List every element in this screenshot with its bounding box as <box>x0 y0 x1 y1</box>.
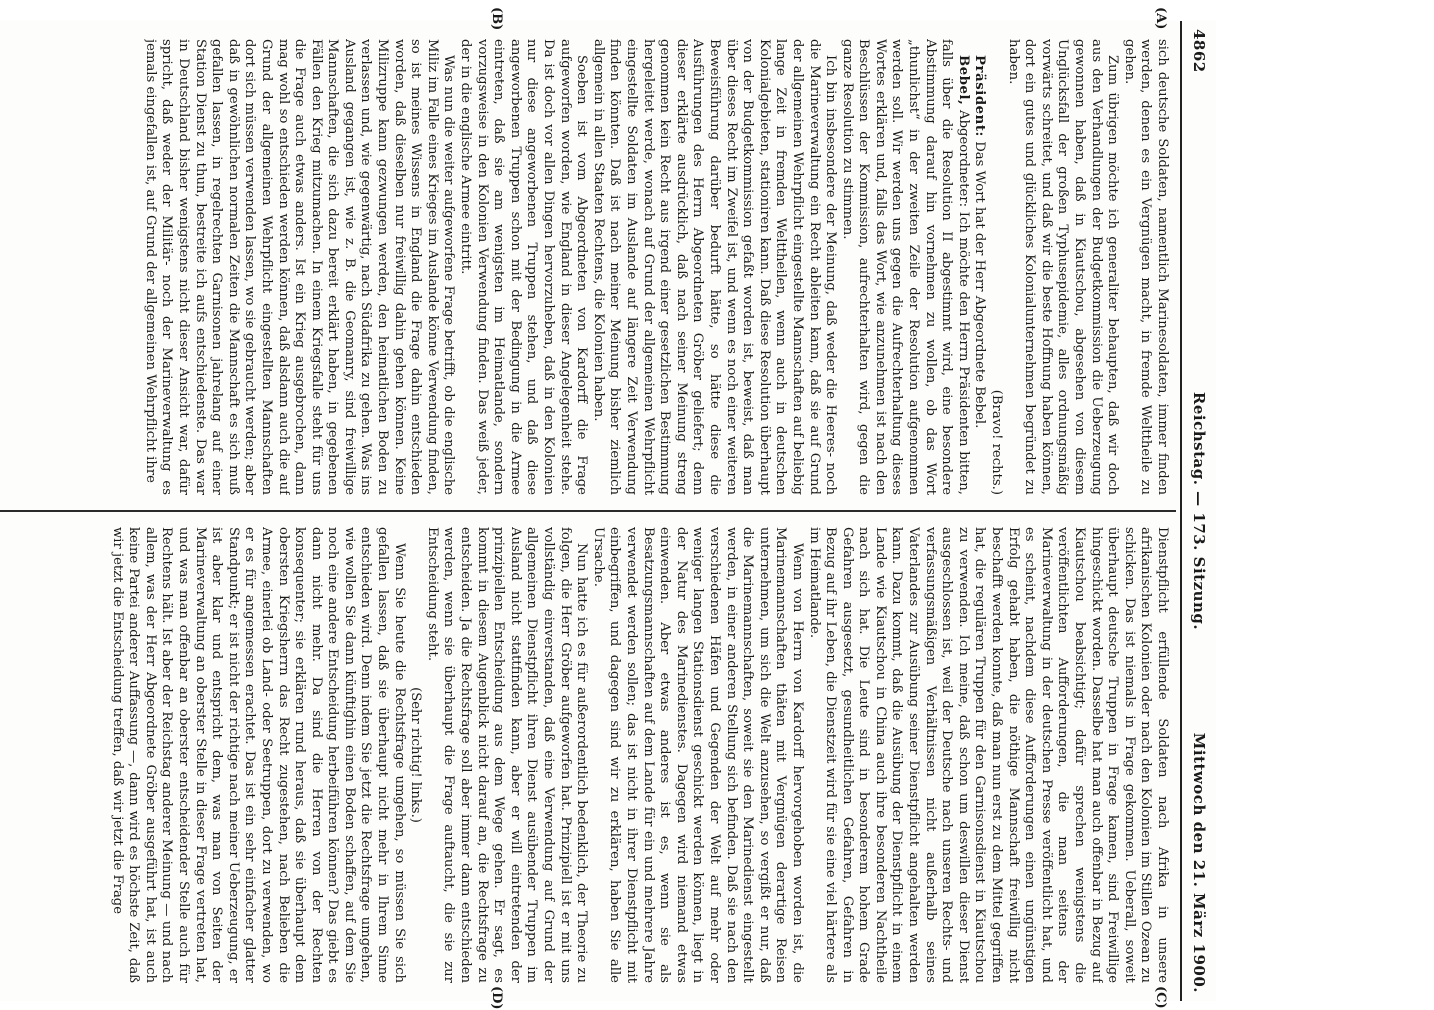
margin-marker-c: (C) <box>1153 986 1168 1009</box>
paragraph: Nun hatte ich es für außerordentlich bedenklich, der Theorie zu folgen, die Herr Gröber aufgeworfen hat. Prinzipiell ist er mit uns vollständig einverstanden, daß eine Verwendung auf Grund der allgemeinen Dienstpflicht ihren Dienst ausübender Truppen im Ausland nicht stattfinden kann, aber er will eintretenden der prinzipiellen Entscheidung aus dem Wege gehen. Er sagt, es kommt in diesem Augenblick nicht darauf an, die Rechtsfrage zu entscheiden. Ja die Rechtsfrage soll aber immer dann entschieden werden, wenn sie überhaupt die Frage auftaucht, die sie zur Entscheidung steht. <box>424 527 590 983</box>
scanned-page <box>0 7 1216 1010</box>
speaker-name: Bebel, <box>955 55 971 106</box>
paragraph: Wenn von Herrn von Kardorff hervorgehoben worden ist, die Marinemannschaften thäten mit Vergnügen derartige Reisen unternehmen, um sich die Welt anzusehen, so vergißt er nur, daß die Marinemannschaften, soweit sie den Marinedienst eingestellt werden, in einer anderen Stellung sich befinden. Daß sie nach den verschiedenen Häfen und Gegenden der Welt auf mehr oder weniger langen Stationsdienst geschickt werden können, liegt in der Natur des Marinedienstes. Dagegen wird niemand etwas einwenden. Aber etwas anderes ist es, wenn sie als Besatzungsmannschaften auf dem Lande für ein und mehrere Jahre verwendet werden sollen; das ist nicht in ihrer Dienstpflicht mit einbegriffen, und dagegen sind wir zu erklären, haben Sie alle Ursache. <box>590 527 805 983</box>
paragraph: Was nun die weiter aufgeworfene Frage betrifft, ob die englische Miliz im Falle eines Krieges im Auslande könne Verwendung finden, so ist meines Wissens in England die Frage dahin entschieden worden, daß dieselben nur freiwillig dahin gehen können. Keine Milizruppe kann gezwungen werden, den heimatlichen Boden zu verlassen und, wie gegenwärtig, nach Südafrika zu gehen. Was ins Ausland gegangen ist, wie z. B. die Geomanry, sind freiwillige Mannschaften, die sich dazu bereit erklärt haben, in gegebenen Fällen den Krieg mitzumachen. In einem Kriegsfalle steht für uns die Frage auch etwas anders. Ist ein Krieg ausgebrochen, dann mag wohl so entschieden werden können, daß alsdann auch die auf Grund der allgemeinen Wehrpflicht eingestellten Mannschaften dort sich müssen verwenden lassen, wo sie gebraucht werden; aber daß in gewöhnlichen normalen Zeiten die Mannschaft es sich muß gefallen lassen, in regelrechten Garnisonen jahrelang auf einer Station Dienst zu thun, bestreite ich aufs entschiedenste. Das war in Deutschland bisher wenigstens nicht dieser Ansicht war, dafür spricht, daß weder der Militär- noch der Marineverwaltung es jemals eingefallen ist, auf Grund der allgemeinen Wehrpflicht ihre <box>142 39 457 495</box>
paragraph: Wenn Sie heute die Rechtsfrage umgehen, so müssen Sie sich gefallen lassen, daß sie überhaupt nicht mehr in Ihrem Sinne entschieden wird. Denn indem Sie jetzt die Rechtsfrage umgehen, wie wollen Sie dann künftighin einen Boden schaffen, auf dem Sie noch eine andere Entscheidung herbeiführen können? Das giebt es dann nicht mehr. Da sind die Herren von der Rechten konsequenter; sie erklären rund heraus, daß sie überhaupt dem obersten Kriegsherrn das Recht zugestehen, nach Belieben die Armee, einerlei ob Land- oder Seetruppen, dort zu verwenden, wo er es für angemessen erachtet. Das ist ein sehr einfacher glatter Standpunkt; er ist nicht der richtige nach meiner Ueberzeugung, er ist aber klar und entspricht dem, was man von Seiten der Marineverwaltung an oberster Stelle in dieser Frage vertreten hat, und was man offenbar an oberster entscheidender Stelle auch für Rechtens hält. Ist aber der Reichstag anderer Meinung — und nach allem, was der Herr Abgeordnete Gröber ausgeführt hat, ist auch keine Partei anderer Auffassung —, dann wird es höchste Zeit, daß wir jetzt die Entscheidung treffen, daß wir jetzt die Frage <box>109 527 407 983</box>
margin-marker-a: (A) <box>1153 7 1168 30</box>
margin-marker-b: (B) <box>489 7 504 31</box>
left-column <box>0 39 1170 495</box>
paragraph: sich deutsche Soldaten, namentlich Marinesoldaten, immer finden werden, denen es ein Vergnügen macht, in fremde Welttheile zu gehen. <box>1121 39 1170 495</box>
session-date: Mittwoch den 21. März 1900. <box>1190 732 1208 993</box>
interjection: (Sehr richtig! links.) <box>408 687 424 823</box>
header-rule <box>1180 21 1182 1001</box>
margin-marker-d: (D) <box>489 986 504 1010</box>
page-header <box>1182 21 1216 1001</box>
speech-text: Das Wort hat der Herr Abgeordnete Bebel. <box>972 141 988 429</box>
column-divider <box>0 510 1176 512</box>
speech-paragraph <box>971 39 988 495</box>
page-number: 4862 <box>1190 29 1208 73</box>
speech-paragraph <box>838 39 971 495</box>
right-column <box>0 527 1170 983</box>
paragraph: Zum übrigen möchte ich generaliter behaupten, daß wir doch aus den Verhandlungen der Budgetkommission die Ueberzeugung gewonnen haben, daß in Kiautschou, abgesehen von diesem Unglücksfall der großen Typhusepidemie, alles ordnungsmäßig vorwärts schreitet, und daß wir die beste Hoffnung haben können, dort ein gutes und glückliches Kolonialunternehmen begründet zu haben. <box>1005 39 1121 495</box>
speech-text: Abgeordneter: Ich möchte den Herrn Präsidenten bitten, falls über die Resolution II abgestimmt wird, eine besondere Abstimmung darauf hin vornehmen zu wollen, ob das Wort „thunlichst“ in der zweiten Zeile der Resolution aufgenommen werden soll. Wir werden uns gegen die Aufrechterhaltung dieses Wortes erklären und, falls das Wort, wie anzunehmen ist nach den Beschlüssen der Kommission, aufrechterhalten wird, gegen die ganze Resolution zu stimmen. <box>839 39 971 495</box>
speaker-name: Präsident: <box>972 55 988 138</box>
paragraph: Dienstpflicht erfüllende Soldaten nach Afrika in unsere afrikanischen Kolonien oder nach den Kolonien im Stillen Ozean zu schicken. Das ist niemals in Frage gekommen. Ueberall, soweit überhaupt deutsche Truppen in Frage kamen, sind Freiwillige hingeschickt worden. Dasselbe hat man auch offenbar in Bezug auf Kiautschou beabsichtigt; dafür sprechen wenigstens die veröffentlichten Aufforderungen, die man seitens der Marineverwaltung in der deutschen Presse veröffentlicht hat, und es scheint, nachdem diese Aufforderungen einen ungünstigen Erfolg gehabt haben, die nöthige Mannschaft freiwillig nicht beschafft werden konnte, daß man nun erst zu dem Mittel gegriffen hat, die regulären Truppen für den Garnisonsdienst in Kiautschou zu verwenden. Ich meine, daß schon um deswillen dieser Dienst ausgeschlossen ist, weil der Deutsche nach unseren Rechts- und verfassungsmäßigen Verhältnissen nicht außerhalb seines Vaterlandes zur Ausübung seiner Dienstpflicht angehalten werden kann. Dazu kommt, daß die Ausübung der Dienstpflicht in einem Lande wie Kiautschou in China auch ihre besonderen Nachtheile nach sich hat. Die Leute sind in besonderem hohem Grade Gefahren ausgesetzt, gesundheitlichen Gefahren, Gefahren in Bezug auf ihr Leben, die Dienstzeit wird für sie eine viel härtere als im Heimatlande. <box>806 527 1170 983</box>
paragraph: Soeben ist vom Abgeordneten von Kardorff die Frage aufgeworfen worden, wie England in dieser Angelegenheit stehe. Da ist doch vor allen Dingen hervorzuheben, daß in den Kolonien nur diese angeworbenen Truppen stehen, und daß diese angeworbenen Truppen schon mit der Bedingung in die Armee eintreten, daß sie am wenigsten im Heimatlande, sondern vorzugsweise in den Kolonien Verwendung finden. Das weiß jeder, der in die englische Armee eintritt. <box>458 39 590 495</box>
interjection: (Bravo! rechts.) <box>989 389 1005 495</box>
page-title: Reichstag. — 173. Sitzung. <box>1190 391 1208 631</box>
paragraph: Ich bin insbesondere der Meinung, daß weder die Heeres- noch die Marineverwaltung ein Recht ableiten kann, daß sie auf Grund der allgemeinen Wehrpflicht eingestellte Mannschaften auf beliebig lange Zeit in fremden Welttheilen, wenn auch in deutschen Kolonialgebieten, stationiren kann. Daß diese Resolution überhaupt von der Budgetkommission gefaßt worden ist, beweist, daß man über dieses Recht im Zweifel ist, und wenn es noch einer weiteren Beweisführung darüber bedurft hätte, so hätte diese die Ausführungen des Herrn Abgeordneten Gröber geliefert; denn dieser erklärte ausdrücklich, daß nach seiner Meinung streng genommen kein Recht aus irgend einer gesetzlichen Bestimmung hergeleitet werde, wonach auf Grund der allgemeinen Wehrpflicht eingestellte Soldaten im Auslande auf längere Zeit Verwendung finden könnten. Daß ist nach meiner Meinung bisher ziemlich allgemein in allen Staaten Rechtens, die Kolonien haben. <box>590 39 839 495</box>
